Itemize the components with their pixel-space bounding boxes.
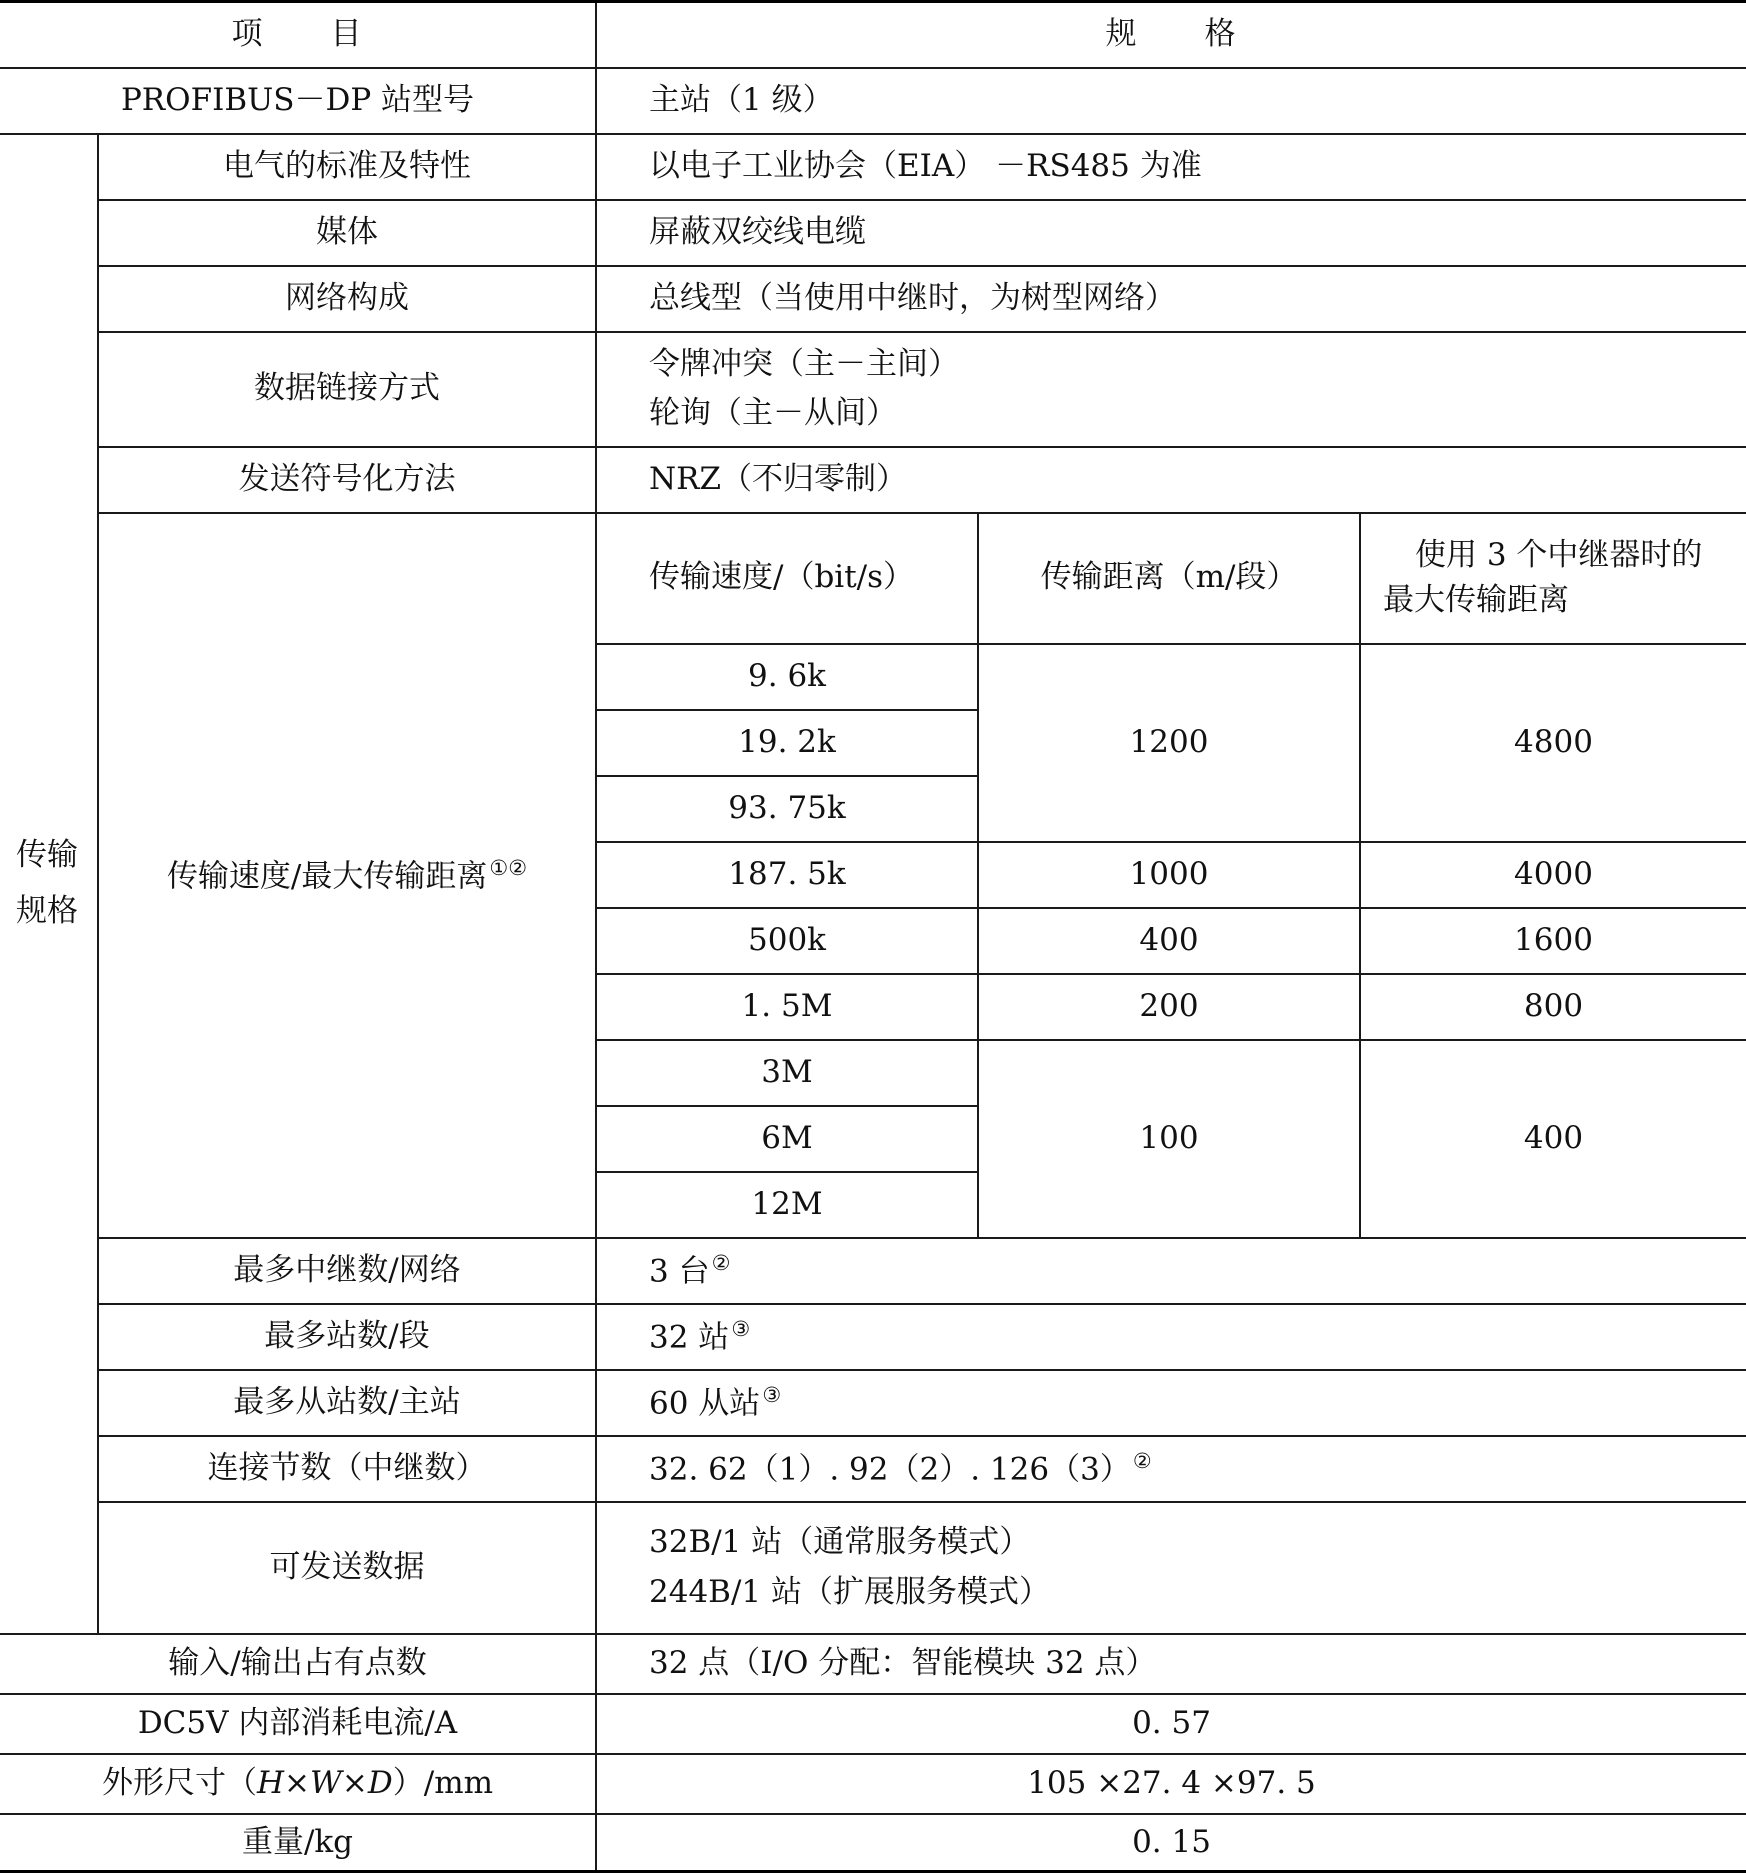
table-row <box>0 1634 1746 1694</box>
current-value: 0. 57 <box>596 1694 1746 1754</box>
nodes-note: ② <box>1132 1449 1152 1474</box>
table-row <box>0 1502 1746 1634</box>
table-row <box>0 1814 1746 1872</box>
weight-value: 0. 15 <box>596 1814 1746 1872</box>
dimensions-value: 105 ×27. 4 ×97. 5 <box>596 1754 1746 1814</box>
table-row <box>0 266 1746 332</box>
nodes-value-text: 32. 62（1）. 92（2）. 126（3） <box>649 1451 1131 1488</box>
table-row <box>0 1754 1746 1814</box>
max-repeaters-note: ② <box>711 1251 731 1276</box>
dimensions-label-w: W <box>310 1764 342 1801</box>
table-row <box>0 447 1746 513</box>
nodes-value <box>596 1436 1746 1502</box>
media-value: 屏蔽双绞线电缆 <box>596 200 1746 266</box>
max-distance-cell: 400 <box>1360 1040 1746 1238</box>
dimensions-label-pre: 外形尺寸（ <box>102 1764 257 1801</box>
max-slaves-label: 最多从站数/主站 <box>98 1370 596 1436</box>
dimensions-label-h: H <box>257 1764 285 1801</box>
max-stations-note: ③ <box>731 1317 751 1342</box>
max-stations-value <box>596 1304 1746 1370</box>
max-repeaters-value-text: 3 台 <box>649 1253 710 1290</box>
encoding-label: 发送符号化方法 <box>98 447 596 513</box>
table-row <box>0 68 1746 134</box>
max-repeaters-value <box>596 1238 1746 1304</box>
max-repeaters-label: 最多中继数/网络 <box>98 1238 596 1304</box>
speed-cell: 3M <box>596 1040 978 1106</box>
group-label-line1: 传输 <box>16 836 78 873</box>
distance-cell: 400 <box>978 908 1360 974</box>
header-item: 项 目 <box>0 2 596 68</box>
col-max-line2: 最大传输距离 <box>1383 582 1569 619</box>
io-points-value: 32 点（I/O 分配：智能模块 32 点） <box>596 1634 1746 1694</box>
dimensions-label-x1: × <box>284 1764 311 1801</box>
header-row <box>0 2 1746 68</box>
send-data-label: 可发送数据 <box>98 1502 596 1634</box>
weight-label: 重量/kg <box>0 1814 596 1872</box>
station-model-value: 主站（1 级） <box>596 68 1746 134</box>
max-distance-cell: 800 <box>1360 974 1746 1040</box>
table-row <box>0 200 1746 266</box>
table-row <box>0 1436 1746 1502</box>
table-row <box>0 1238 1746 1304</box>
col-distance-header: 传输距离（m/段） <box>978 513 1360 644</box>
speed-cell: 500k <box>596 908 978 974</box>
send-data-value-line1: 32B/1 站（通常服务模式） <box>649 1524 1031 1561</box>
header-spec: 规 格 <box>596 2 1746 68</box>
send-data-value-line2: 244B/1 站（扩展服务模式） <box>649 1573 1050 1610</box>
max-stations-value-text: 32 站 <box>649 1319 730 1356</box>
station-model-label: PROFIBUS－DP 站型号 <box>0 68 596 134</box>
max-distance-cell: 1600 <box>1360 908 1746 974</box>
network-label: 网络构成 <box>98 266 596 332</box>
group-label-line2: 规格 <box>16 892 78 929</box>
table-row <box>0 134 1746 200</box>
speed-cell: 1. 5M <box>596 974 978 1040</box>
current-label: DC5V 内部消耗电流/A <box>0 1694 596 1754</box>
speed-cell: 93. 75k <box>596 776 978 842</box>
table-row <box>0 513 1746 644</box>
transmission-spec-group-label <box>0 134 98 1634</box>
speed-distance-label-text: 传输速度/最大传输距离 <box>166 858 488 895</box>
encoding-value: NRZ（不归零制） <box>596 447 1746 513</box>
dimensions-label-x2: × <box>341 1764 368 1801</box>
col-max-line1: 使用 3 个中继器时的 <box>1415 536 1703 573</box>
dimensions-label <box>0 1754 596 1814</box>
datalink-value-line2: 轮询（主－从间） <box>649 395 897 432</box>
speed-cell: 9. 6k <box>596 644 978 710</box>
table-row <box>0 1370 1746 1436</box>
speed-distance-label <box>98 513 596 1238</box>
max-distance-cell: 4000 <box>1360 842 1746 908</box>
electrical-value: 以电子工业协会（EIA） －RS485 为准 <box>596 134 1746 200</box>
max-slaves-value-text: 60 从站 <box>649 1385 761 1422</box>
speed-cell: 12M <box>596 1172 978 1238</box>
network-value: 总线型（当使用中继时，为树型网络） <box>596 266 1746 332</box>
table-row <box>0 1694 1746 1754</box>
speed-cell: 187. 5k <box>596 842 978 908</box>
datalink-label: 数据链接方式 <box>98 332 596 447</box>
electrical-label: 电气的标准及特性 <box>98 134 596 200</box>
io-points-label: 输入/输出占有点数 <box>0 1634 596 1694</box>
send-data-value <box>596 1502 1746 1634</box>
max-distance-cell: 4800 <box>1360 644 1746 842</box>
distance-cell: 1200 <box>978 644 1360 842</box>
distance-cell: 100 <box>978 1040 1360 1238</box>
dimensions-label-d: D <box>367 1764 393 1801</box>
nodes-label: 连接节数（中继数） <box>98 1436 596 1502</box>
distance-cell: 200 <box>978 974 1360 1040</box>
datalink-value-line1: 令牌冲突（主－主间） <box>649 345 959 382</box>
distance-cell: 1000 <box>978 842 1360 908</box>
speed-cell: 19. 2k <box>596 710 978 776</box>
max-slaves-value <box>596 1370 1746 1436</box>
col-speed-header: 传输速度/（bit/s） <box>596 513 978 644</box>
dimensions-label-post: ）/mm <box>392 1764 493 1801</box>
max-stations-label: 最多站数/段 <box>98 1304 596 1370</box>
max-slaves-note: ③ <box>762 1383 782 1408</box>
speed-cell: 6M <box>596 1106 978 1172</box>
speed-distance-note: ①② <box>489 855 528 880</box>
col-max-distance-header <box>1360 513 1746 644</box>
table-row <box>0 1304 1746 1370</box>
media-label: 媒体 <box>98 200 596 266</box>
datalink-value <box>596 332 1746 447</box>
table-row <box>0 332 1746 447</box>
